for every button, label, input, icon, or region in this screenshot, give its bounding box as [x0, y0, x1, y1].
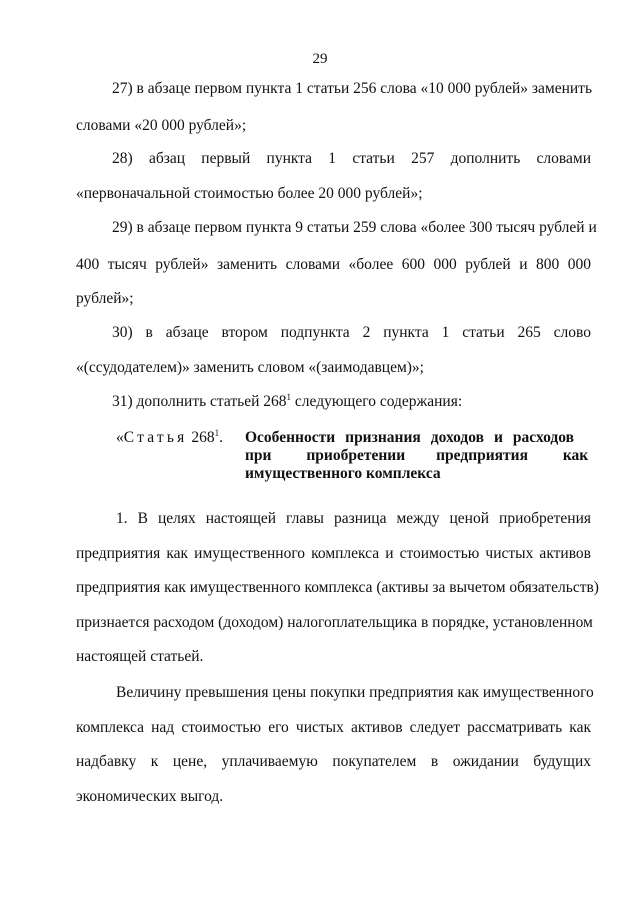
page-number: 29 — [312, 51, 328, 67]
article-para-1-line-3: предприятия как имущественного комплекса (активы за вычетом обязательств) — [76, 579, 599, 596]
article-para-2-line-4: экономических выгод. — [76, 788, 224, 805]
item-27-line-2: словами «20 000 рублей»; — [76, 117, 247, 134]
item-31-superscript: 1 — [286, 392, 292, 402]
article-word: Статья — [123, 429, 188, 446]
article-number: 268 — [187, 429, 215, 446]
article-title-line-1: Особенности признания доходов и расходов — [245, 429, 574, 446]
item-28-line-1: 28) абзац первый пункта 1 статьи 257 дополнить словами — [112, 150, 591, 167]
item-31-text: 31) дополнить статьей 268 — [112, 393, 287, 410]
item-30-line-2: «(ссудодателем)» заменить словом «(заимодавцем)»; — [76, 359, 424, 376]
article-para-1-line-5: настоящей статьей. — [76, 648, 204, 665]
item-29-line-1: 29) в абзаце первом пункта 9 статьи 259 слова «более 300 тысяч рублей и — [112, 219, 597, 236]
article-title-line-3: имущественного комплекса — [245, 465, 441, 482]
item-30-line-1: 30) в абзаце втором подпункта 2 пункта 1 статьи 265 слово — [112, 324, 591, 341]
item-29-line-3: рублей»; — [76, 290, 134, 307]
item-31-text-after: следующего содержания: — [291, 393, 463, 410]
article-dot: . — [219, 429, 223, 446]
article-para-2-line-3: надбавку к цене, уплачиваемую покупателем в ожидании будущих — [76, 753, 591, 770]
item-29-line-2: 400 тысяч рублей» заменить словами «более 600 000 рублей и 800 000 — [76, 256, 591, 273]
article-para-2-line-1: Величину превышения цены покупки предприятия как имущественного — [116, 684, 594, 701]
item-27-line-1: 27) в абзаце первом пункта 1 статьи 256 слова «10 000 рублей» заменить — [112, 80, 593, 97]
article-para-1-line-4: признается расходом (доходом) налогоплательщика в порядке, установленном — [76, 614, 593, 631]
article-label — [116, 428, 223, 447]
article-quote: « — [116, 429, 124, 446]
item-28-line-2: «первоначальной стоимостью более 20 000 рублей»; — [76, 185, 423, 202]
item-31-line — [112, 392, 591, 411]
article-para-1-line-1: 1. В целях настоящей главы разница между ценой приобретения — [116, 510, 591, 527]
article-para-1-line-2: предприятия как имущественного комплекса и стоимостью чистых активов — [76, 545, 591, 562]
article-title-line-2: при приобретении предприятия как — [245, 447, 589, 464]
article-number-superscript: 1 — [214, 428, 220, 438]
article-para-2-line-2: комплекса над стоимостью его чистых активов следует рассматривать как — [76, 719, 591, 736]
